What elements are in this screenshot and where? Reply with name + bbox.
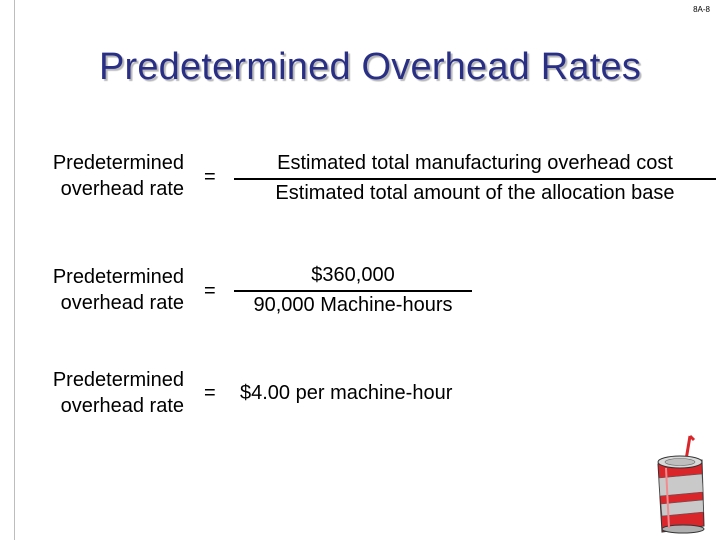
equals-sign: = bbox=[204, 382, 216, 404]
soda-can-icon bbox=[650, 434, 710, 539]
label-line-2: overhead rate bbox=[60, 395, 184, 417]
label-line-1: Predetermined bbox=[52, 152, 184, 174]
result-value: $4.00 per machine-hour bbox=[240, 382, 453, 404]
slide-number: 8A-8 bbox=[693, 5, 710, 14]
numerator: $360,000 bbox=[234, 262, 472, 292]
slide-title: Predetermined Overhead Rates bbox=[98, 46, 642, 88]
row-label bbox=[22, 367, 184, 419]
label-line-2: overhead rate bbox=[60, 292, 184, 314]
label-line-1: Predetermined bbox=[52, 369, 184, 391]
denominator: 90,000 Machine-hours bbox=[253, 294, 453, 316]
fraction bbox=[234, 262, 472, 318]
denominator: Estimated total amount of the allocation base bbox=[275, 182, 675, 204]
numerator: Estimated total manufacturing overhead cost bbox=[234, 150, 716, 180]
row-label bbox=[22, 150, 184, 202]
label-line-1: Predetermined bbox=[52, 266, 184, 288]
equals-sign: = bbox=[204, 166, 216, 188]
fraction bbox=[234, 150, 716, 206]
equals-sign: = bbox=[204, 280, 216, 302]
label-line-2: overhead rate bbox=[60, 178, 184, 200]
row-label bbox=[22, 264, 184, 316]
